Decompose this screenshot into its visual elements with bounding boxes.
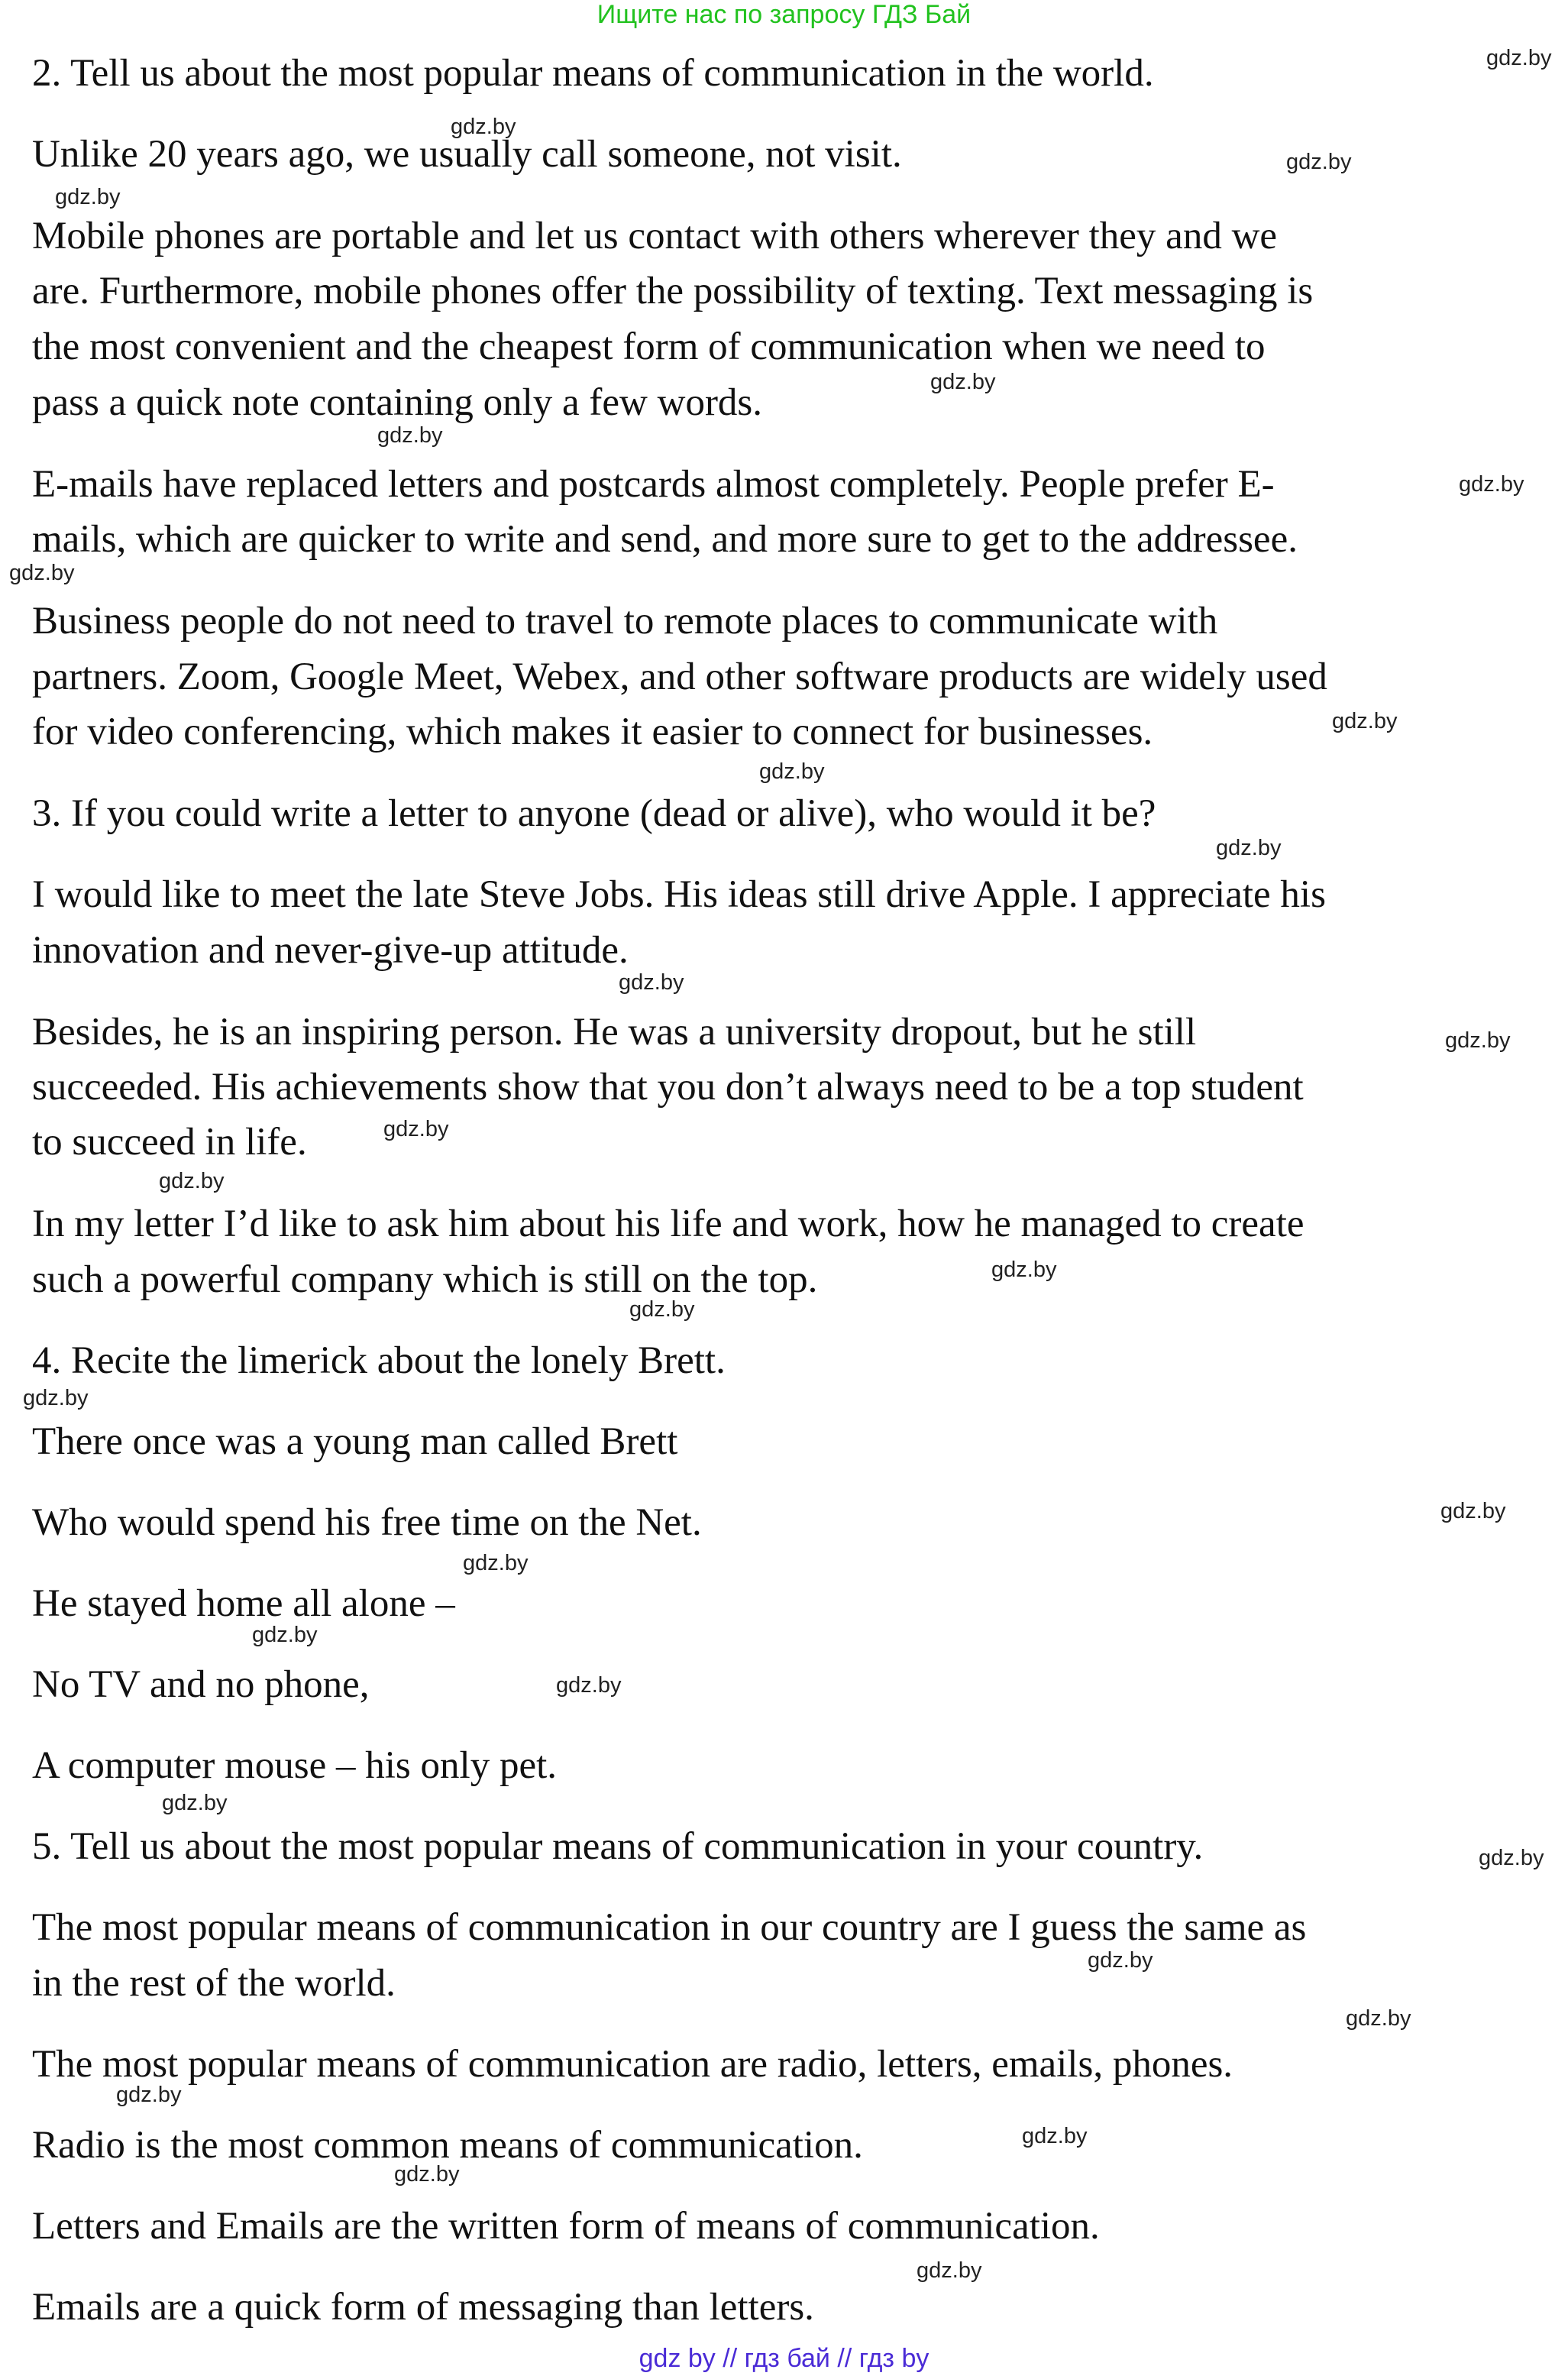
watermark: gdz.by	[1216, 836, 1282, 860]
text-line: The most popular means of communication are radio, letters, emails, phones.	[32, 2043, 1233, 2086]
limerick-line: No TV and no phone,	[32, 1663, 370, 1706]
watermark: gdz.by	[759, 759, 825, 784]
watermark: gdz.by	[1440, 1499, 1506, 1523]
text-line: to succeed in life.	[32, 1121, 307, 1164]
limerick-line: There once was a young man called Brett	[32, 1420, 678, 1463]
text-line: E-mails have replaced letters and postcards almost completely. People prefer E-	[32, 463, 1275, 506]
limerick-line: A computer mouse – his only pet.	[32, 1744, 558, 1787]
text-line: Letters and Emails are the written form of means of communication.	[32, 2205, 1100, 2248]
watermark: gdz.by	[1286, 150, 1352, 174]
watermark: gdz.by	[991, 1258, 1057, 1282]
text-line: for video conferencing, which makes it easier to connect for businesses.	[32, 711, 1153, 753]
limerick-line: Who would spend his free time on the Net.	[32, 1501, 702, 1544]
text-line: mails, which are quicker to write and send, and more sure to get to the addressee.	[32, 518, 1298, 561]
question-4: 4. Recite the limerick about the lonely Brett.	[32, 1339, 726, 1382]
watermark: gdz.by	[1088, 1948, 1153, 1973]
watermark: gdz.by	[619, 970, 684, 995]
watermark: gdz.by	[1346, 2006, 1411, 2031]
watermark: gdz.by	[930, 370, 996, 394]
text-line: Unlike 20 years ago, we usually call someone, not visit.	[32, 133, 902, 176]
watermark: gdz.by	[1332, 709, 1398, 733]
question-2: 2. Tell us about the most popular means of communication in the world.	[32, 52, 1154, 95]
text-line: Mobile phones are portable and let us contact with others wherever they and we	[32, 215, 1278, 257]
text-line: succeeded. His achievements show that you don’t always need to be a top student	[32, 1066, 1304, 1109]
watermark: gdz.by	[55, 185, 121, 209]
watermark: gdz.by	[1445, 1028, 1511, 1053]
watermark: gdz.by	[556, 1673, 622, 1698]
text-line: Besides, he is an inspiring person. He was a university dropout, but he still	[32, 1011, 1197, 1054]
limerick-line: He stayed home all alone –	[32, 1582, 455, 1625]
watermark: gdz.by	[463, 1551, 529, 1575]
watermark: gdz.by	[1022, 2124, 1088, 2148]
text-line: innovation and never-give-up attitude.	[32, 929, 629, 972]
text-line: such a powerful company which is still on the top.	[32, 1258, 818, 1301]
search-hint-link[interactable]: Ищите нас по запросу ГДЗ Бай	[596, 0, 972, 29]
watermark: gdz.by	[629, 1297, 695, 1322]
watermark: gdz.by	[1486, 46, 1552, 70]
watermark: gdz.by	[394, 2162, 460, 2187]
watermark: gdz.by	[917, 2258, 982, 2283]
watermark: gdz.by	[1479, 1846, 1544, 1870]
text-line: in the rest of the world.	[32, 1962, 396, 2005]
text-line: partners. Zoom, Google Meet, Webex, and other software products are widely used	[32, 656, 1327, 698]
watermark: gdz.by	[377, 423, 443, 448]
text-line: pass a quick note containing only a few words.	[32, 381, 763, 424]
text-line: Emails are a quick form of messaging than letters.	[32, 2286, 814, 2329]
question-5: 5. Tell us about the most popular means of communication in your country.	[32, 1825, 1204, 1868]
text-line: I would like to meet the late Steve Jobs. His ideas still drive Apple. I appreciate his	[32, 873, 1326, 916]
text-line: Business people do not need to travel to remote places to communicate with	[32, 600, 1218, 643]
watermark: gdz.by	[451, 115, 516, 139]
watermark: gdz.by	[23, 1386, 89, 1410]
text-line: The most popular means of communication in our country are I guess the same as	[32, 1906, 1307, 1949]
watermark: gdz.by	[383, 1117, 449, 1141]
watermark: gdz.by	[116, 2083, 182, 2107]
watermark: gdz.by	[159, 1169, 225, 1193]
watermark: gdz.by	[1459, 472, 1524, 497]
watermark: gdz.by	[162, 1791, 228, 1815]
footer-site-links[interactable]: gdz by // гдз бай // гдз by	[639, 2344, 929, 2373]
watermark: gdz.by	[9, 561, 75, 585]
text-line: the most convenient and the cheapest form of communication when we need to	[32, 325, 1266, 368]
text-line: are. Furthermore, mobile phones offer the possibility of texting. Text messaging is	[32, 270, 1314, 312]
text-line: Radio is the most common means of communication.	[32, 2124, 863, 2167]
watermark: gdz.by	[252, 1623, 318, 1647]
text-line: In my letter I’d like to ask him about his life and work, how he managed to create	[32, 1203, 1305, 1245]
question-3: 3. If you could write a letter to anyone (dead or alive), who would it be?	[32, 792, 1156, 835]
